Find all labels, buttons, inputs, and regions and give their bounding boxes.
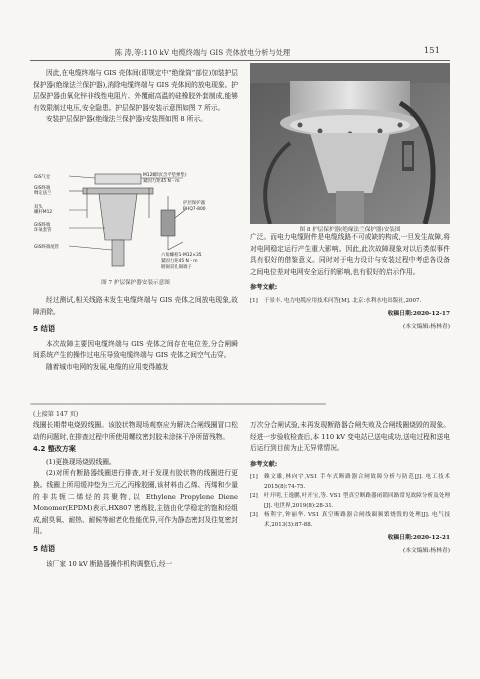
reference-number: [1] — [250, 297, 258, 304]
section-4-2-title: 4.2 整改方案 — [33, 445, 76, 454]
list-item-1: (1)更换现场烧毁线圈。 — [46, 457, 116, 466]
references-heading-lower: 参考文献: — [250, 460, 278, 468]
label-torque-2: 紧固力矩45 N・m — [161, 259, 198, 264]
label-torque-1: 紧固力矩45 N・m — [143, 179, 180, 184]
paragraph-test-result: 经过测试,相关线路未发生电缆终端与 GIS 壳体之间放电现象,故障消除。 — [33, 296, 238, 316]
paragraph-conclusion-2: 随着城市电网的发展,电缆的应用变得越发 — [46, 362, 169, 371]
reference-number: [3] — [250, 512, 258, 519]
reference-number: [1] — [250, 474, 258, 481]
label-gis-epoxy: GIS终端环氧套管 — [34, 223, 52, 233]
lower-left-column — [33, 420, 238, 570]
paragraph-last: 该厂家 10 kV 断路器操作机构调整后,经一 — [46, 559, 173, 568]
header-rule — [30, 60, 450, 61]
references-heading: 参考文献: — [250, 284, 278, 292]
lower-right-column — [250, 420, 450, 558]
continued-label: (上接第 147 页) — [33, 411, 79, 418]
reference-item — [250, 297, 450, 307]
figure-7-diagram — [33, 170, 238, 280]
article-separator: ≈≈≈≈≈≈≈≈≈≈≈≈≈≈≈≈≈≈≈≈≈≈≈≈≈≈≈≈≈≈≈≈≈≈≈≈≈≈≈≈≈≈≈≈≈≈≈≈≈≈≈≈≈≈≈≈≈≈≈≈≈≈≈≈≈≈≈≈≈≈≈≈≈≈≈≈≈≈≈≈≈≈≈≈≈≈≈≈≈≈≈≈≈≈≈ — [30, 402, 326, 407]
reference-item — [250, 473, 450, 492]
editor-note-lower: (本文编辑:杨林青) — [402, 547, 450, 554]
upper-left-column — [33, 68, 238, 126]
label-protector-model: BHQ7-800 — [183, 207, 206, 212]
section-5-title: 5 结语 — [33, 324, 56, 334]
paragraph-conclusion-continued: 广泛。而电力电缆附件是电缆线路不可或缺的构成,一旦发生故障,将对电网稳定运行产生重大影响。因此,此次故障现象对以后类似事件具有很好的借鉴意义。同时对于电力设计与安装过程中考虑各设备之间电位差对电网安全运行的影响,也有很好的启示作用。 — [250, 233, 450, 276]
received-date-lower: 收稿日期:2020-12-21 — [387, 535, 450, 542]
reference-text: 叶开明,王逸鹏,叶开宝,等. VS1 型真空断路器闭锁回路常见故障分析及处理[J]. 电世界,2019(8):28-31. — [264, 493, 450, 509]
paragraph-residue: 线圈长期带电烧毁线圈。该胶状物现场观察应为解决合闸线圈冒口松动的问题时,在排查过程中所使用螺纹密封胶未涂抹干净所留残物。 — [33, 421, 238, 441]
label-gis-terminal: GIS终端绸定法兰 — [34, 186, 52, 196]
upper-left-column-lower — [33, 295, 238, 374]
paragraph-conclusion-1: 本次故障主要因电缆终端与 GIS 壳体之间存在电位差,分合闸瞬间系统产生的操作过电压导致电缆终端与 GIS 壳体之间空气击穿。 — [33, 339, 238, 360]
page-number: 151 — [423, 46, 440, 56]
label-gis-tube: GIS终端尾管 — [34, 245, 60, 250]
reference-item — [250, 492, 450, 511]
upper-right-column — [250, 232, 450, 334]
label-tin-plate: 镀锡双孔铜端子 — [161, 265, 192, 270]
paragraph-protector: 因此,在电缆终端与 GIS 壳体间(即规定中“绝缘筒”部位)加装护层保护器(绝缘法兰保护器),消除电缆终端与 GIS 壳体间的放电现象。护层保护器由氧化锌非线性电阻片、外覆耐高温的硅橡胶外套制成,能够有效限制过电压,安全隐患。护层保护器安装示意图如图 7 所示。 — [33, 69, 238, 112]
reference-number: [2] — [250, 493, 258, 500]
section-5-title-lower: 5 结语 — [33, 543, 56, 553]
label-bolt-m12: 双头螺杆M12 — [34, 205, 53, 215]
label-gis-gas: GIS气仓 — [34, 175, 51, 180]
received-date: 收稿日期:2020-12-17 — [387, 311, 450, 318]
reference-text: 于景丰. 电力电缆应用技术问答[M]. 北京:水利水电出版社,2007. — [264, 297, 422, 304]
label-m12-nut: M12螺母(含平垫弹垫) — [143, 173, 187, 178]
reference-item — [250, 511, 450, 530]
label-protector: 护层保护器 — [183, 201, 205, 206]
paragraph-result: 万次分合闸试验,未再发现断路器合闸失败及合闸线圈烧毁的现象。经进一步验收检查后,本 110 kV 变电站已送电成功,送电过程和送电后运行到目前为止无异常情况。 — [250, 421, 450, 453]
reference-text: 杨利宇,钟丽华. VS1 真空断路器合闸线圈频繁烧毁的处理[J]. 电气技术,2013(3):87-88. — [264, 512, 450, 528]
figure-7-caption: 图 7 护层保护器安装示意图 — [101, 280, 170, 286]
figure-8-caption: 图 8 护层保护器(绝缘法兰保护器)安装图 — [299, 227, 401, 233]
running-header: 陈 涛,等:110 kV 电缆终端与 GIS 壳体放电分析与处理 — [115, 48, 291, 57]
list-item-2: (2)对所有断路器线圈进行排查,对于发现有胶状物的线圈进行更换。线圈上所用缓冲垫为三元乙丙橡胶圈,该材料由乙烯、丙烯和少量的非共轭二烯烃的共聚物,以 Ethylene Propylene Diene Monomer(EPDM)表示,HX807 密炼胶,主链由化学稳定的饱和烃组成,耐臭氧、耐热、耐候等耐老化性能优异,可作为静态密封及往复密封用。 — [33, 469, 238, 536]
reference-text: 赖文雄,林向宇,VS1 手车式断路器合闸故障分析与防范[J]. 电工技术 2015(8):74-75. — [264, 474, 450, 490]
editor-note: (本文编辑:杨林青) — [402, 324, 450, 331]
label-bolt-m12-35: 六角螺栓1-M12×35 — [161, 253, 202, 258]
figure-8-photo — [250, 63, 450, 224]
paragraph-install: 安装护层保护器(绝缘法兰保护器)安装图如图 8 所示。 — [46, 115, 207, 124]
